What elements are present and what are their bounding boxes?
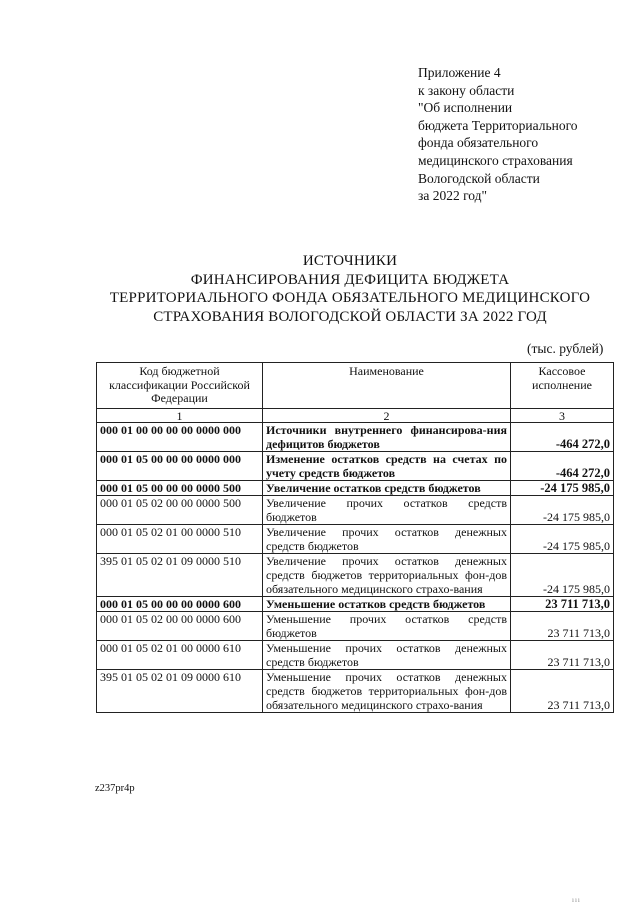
scan-marks: ııı [572, 896, 581, 904]
appendix-line: за 2022 год" [418, 188, 488, 204]
row-amount: -24 175 985,0 [511, 553, 614, 596]
row-amount: 23 711 713,0 [511, 596, 614, 611]
table-row [97, 524, 614, 553]
row-code: 000 01 05 02 01 00 0000 510 [97, 524, 263, 553]
table-header-row [97, 363, 614, 409]
title-line: ФИНАНСИРОВАНИЯ ДЕФИЦИТА БЮДЖЕТА [190, 271, 510, 288]
table-row [97, 480, 614, 495]
appendix-line: "Об исполнении [418, 100, 513, 116]
appendix-line: Приложение 4 [418, 65, 501, 80]
title-line: ТЕРРИТОРИАЛЬНОГО ФОНДА ОБЯЗАТЕЛЬНОГО МЕДИЦИНСКОГО [109, 290, 591, 306]
appendix-line: Вологодской области [418, 170, 540, 186]
column-number: 3 [511, 408, 614, 422]
table-row [97, 596, 614, 611]
row-name: Увеличение прочих остатков денежных средств бюджетов территориальных фон-дов обязательного медицинского страхо-вания [263, 553, 511, 596]
row-name: Увеличение прочих остатков денежных средств бюджетов [263, 524, 511, 553]
row-amount: -464 272,0 [511, 422, 614, 451]
table-row [97, 553, 614, 596]
row-amount: 23 711 713,0 [511, 640, 614, 669]
table-body [97, 422, 614, 712]
row-amount: 23 711 713,0 [511, 669, 614, 712]
appendix-line: бюджета Территориального [418, 117, 578, 133]
row-name: Увеличение остатков средств бюджетов [263, 480, 511, 495]
row-amount: 23 711 713,0 [511, 611, 614, 640]
row-name: Увеличение прочих остатков средств бюджетов [263, 495, 511, 524]
row-code: 000 01 00 00 00 00 0000 000 [97, 422, 263, 451]
row-code: 000 01 05 00 00 00 0000 600 [97, 596, 263, 611]
row-code: 395 01 05 02 01 09 0000 610 [97, 669, 263, 712]
row-code: 000 01 05 02 00 00 0000 500 [97, 495, 263, 524]
table-row [97, 495, 614, 524]
appendix-line: медицинского страхования [418, 152, 573, 168]
table-row [97, 640, 614, 669]
row-name: Уменьшение остатков средств бюджетов [263, 596, 511, 611]
column-number: 1 [97, 408, 263, 422]
row-code: 000 01 05 02 01 00 0000 610 [97, 640, 263, 669]
document-title [60, 252, 640, 326]
document-code: z237pr4p [95, 783, 135, 794]
row-code: 000 01 05 00 00 00 0000 000 [97, 451, 263, 480]
header-code: Код бюджетной классификации Российской Федерации [97, 363, 263, 409]
row-name: Уменьшение прочих остатков средств бюджетов [263, 611, 511, 640]
row-name: Изменение остатков средств на счетах по учету средств бюджетов [263, 451, 511, 480]
column-number: 2 [263, 408, 511, 422]
title-line: ИСТОЧНИКИ [302, 253, 398, 269]
header-amount: Кассовое исполнение [511, 363, 614, 409]
row-amount: -24 175 985,0 [511, 480, 614, 495]
table-row [97, 611, 614, 640]
row-code: 395 01 05 02 01 09 0000 510 [97, 553, 263, 596]
units-label: (тыс. рублей) [527, 341, 604, 356]
row-code: 000 01 05 02 00 00 0000 600 [97, 611, 263, 640]
column-number-row [97, 408, 614, 422]
title-line: СТРАХОВАНИЯ ВОЛОГОДСКОЙ ОБЛАСТИ ЗА 2022 ГОД [153, 308, 547, 325]
row-amount: -24 175 985,0 [511, 495, 614, 524]
table-row [97, 669, 614, 712]
row-name: Источники внутреннего финансирова-ния дефицитов бюджетов [263, 422, 511, 451]
header-name: Наименование [263, 363, 511, 409]
appendix-note [418, 64, 628, 205]
row-name: Уменьшение прочих остатков денежных средств бюджетов [263, 640, 511, 669]
financing-sources-table [96, 362, 614, 713]
appendix-line: фонда обязательного [418, 135, 539, 151]
table-row [97, 451, 614, 480]
table-row [97, 422, 614, 451]
row-amount: -24 175 985,0 [511, 524, 614, 553]
row-code: 000 01 05 00 00 00 0000 500 [97, 480, 263, 495]
row-name: Уменьшение прочих остатков денежных средств бюджетов территориальных фон-дов обязательного медицинского страхо-вания [263, 669, 511, 712]
row-amount: -464 272,0 [511, 451, 614, 480]
appendix-line: к закону области [418, 82, 515, 98]
